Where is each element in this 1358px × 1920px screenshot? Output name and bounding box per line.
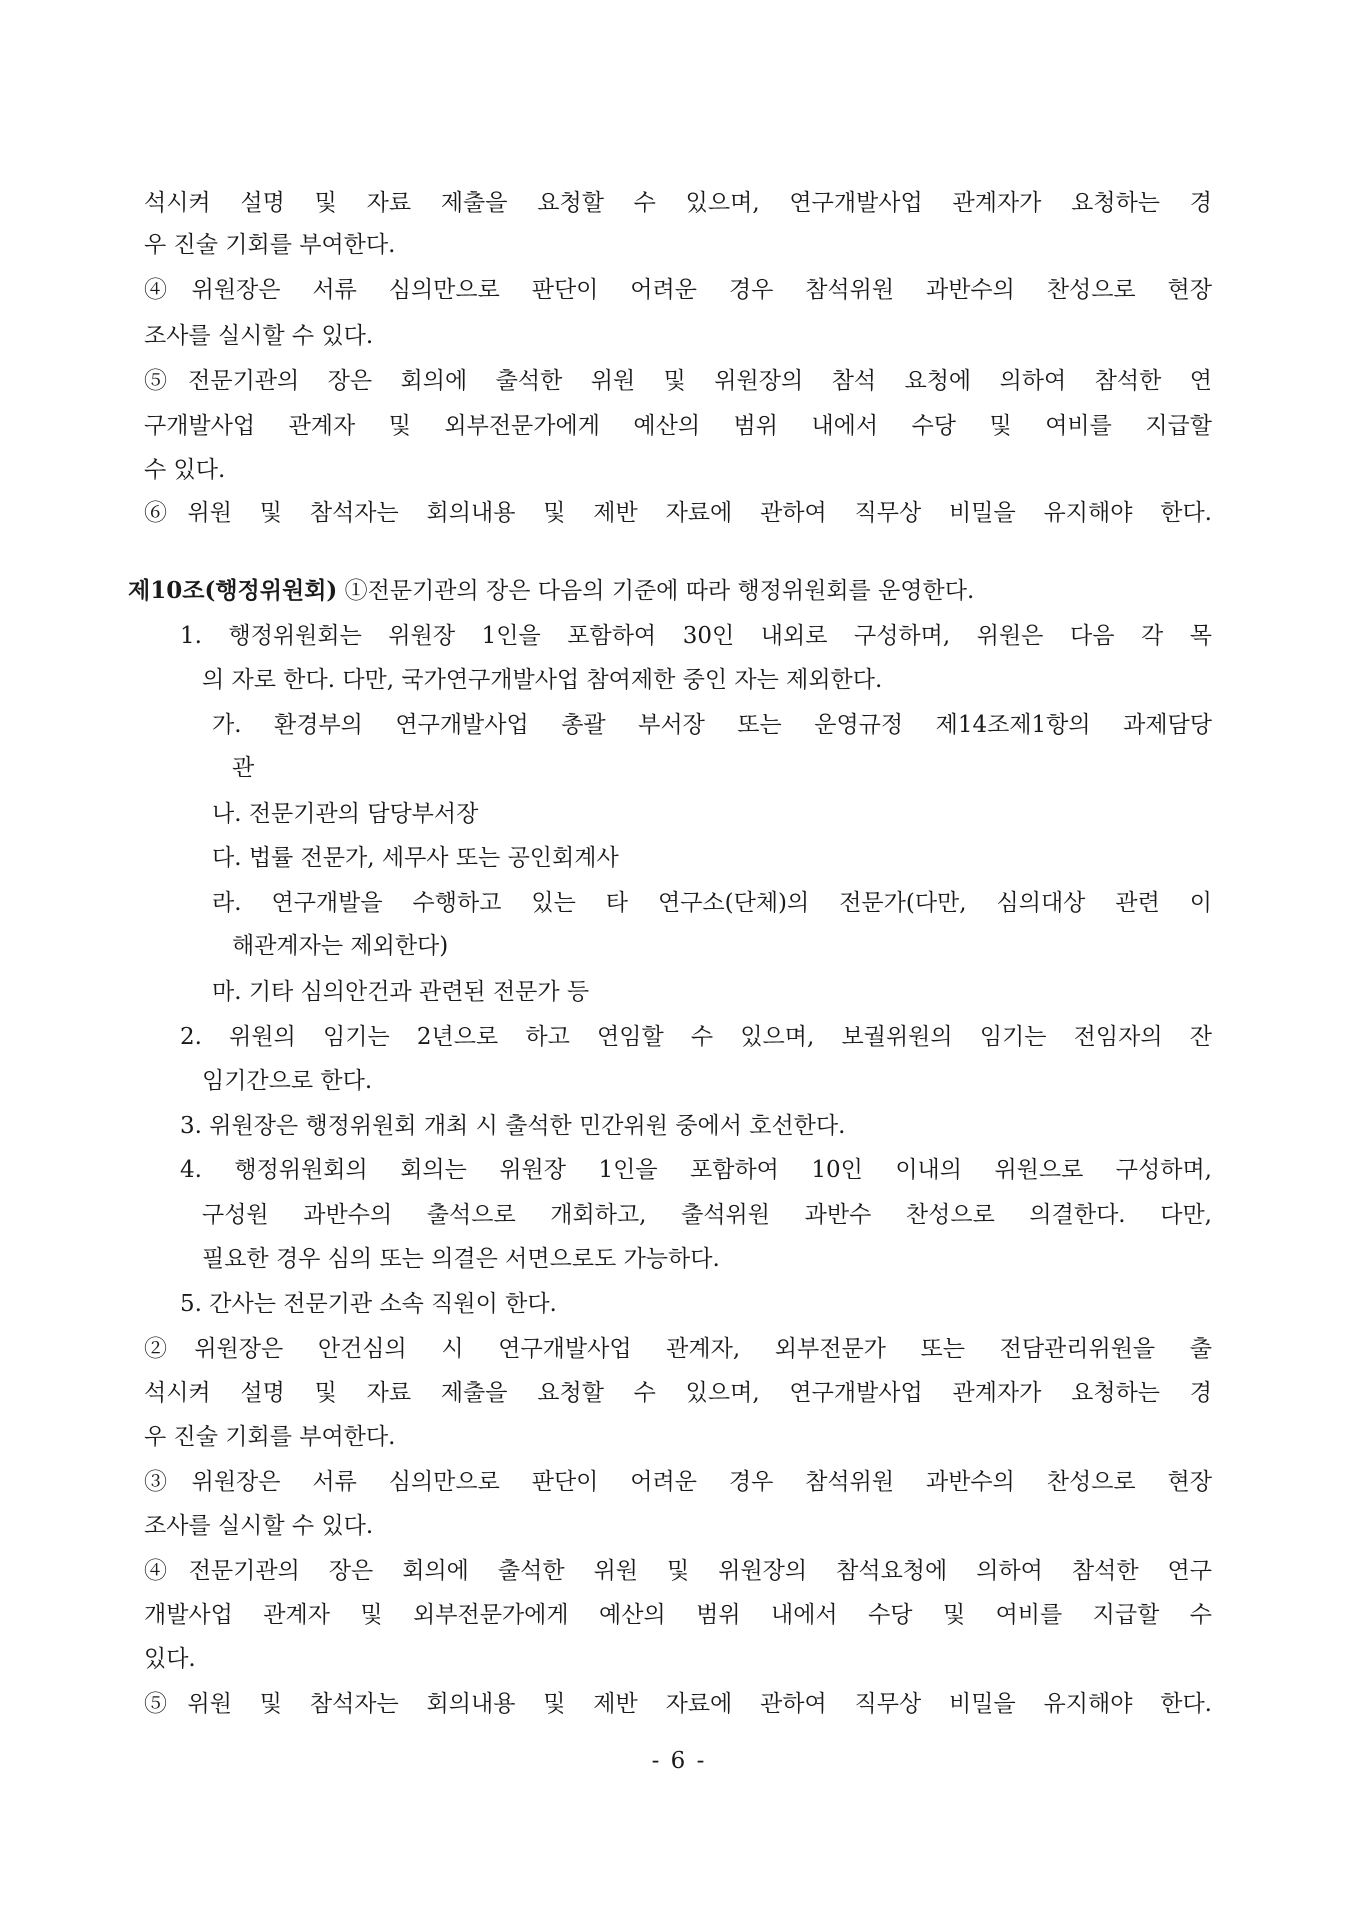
sub-item-ra-line-2: 해관계자는 제외한다) (232, 933, 449, 959)
item-2-line-2: 임기간으로 한다. (202, 1068, 373, 1094)
prev-paragraph-5-line-2: 구개발사업 관계자 및 외부전문가에게 예산의 범위 내에서 수당 및 여비를 지급할 (144, 413, 1212, 439)
paragraph-5-line-1: ⑤위원 및 참석자는 회의내용 및 제반 자료에 관하여 직무상 비밀을 유지해야 한다. (144, 1691, 1212, 1717)
prev-paragraph-4-line-1: ④위원장은 서류 심의만으로 판단이 어려운 경우 참석위원 과반수의 찬성으로 현장 (144, 277, 1212, 303)
sub-item-ga-line-2: 관 (232, 755, 255, 781)
paragraph-2-line-1: ②위원장은 안건심의 시 연구개발사업 관계자, 외부전문가 또는 전담관리위원을 출 (144, 1336, 1212, 1362)
article-10-heading-line (128, 573, 974, 609)
item-5: 5. 간사는 전문기관 소속 직원이 한다. (180, 1291, 557, 1317)
paragraph-4-line-3: 있다. (144, 1646, 196, 1672)
sub-item-da: 다. 법률 전문가, 세무사 또는 공인회계사 (212, 845, 619, 871)
prev-paragraph-6-line-1: ⑥위원 및 참석자는 회의내용 및 제반 자료에 관하여 직무상 비밀을 유지해야 한다. (144, 500, 1212, 526)
article-10-intro: ①전문기관의 장은 다음의 기준에 따라 행정위원회를 운영한다. (344, 578, 975, 604)
item-4-line-2: 구성원 과반수의 출석으로 개회하고, 출석위원 과반수 찬성으로 의결한다. 다만, (202, 1202, 1212, 1228)
sub-item-ma: 마. 기타 심의안건과 관련된 전문가 등 (212, 979, 590, 1005)
prev-paragraph-5-line-1: ⑤전문기관의 장은 회의에 출석한 위원 및 위원장의 참석 요청에 의하여 참석한 연 (144, 368, 1212, 394)
item-1-line-1: 1. 행정위원회는 위원장 1인을 포함하여 30인 내외로 구성하며, 위원은 다음 각 목 (180, 623, 1212, 649)
sub-item-na: 나. 전문기관의 담당부서장 (212, 801, 479, 827)
item-4-line-3: 필요한 경우 심의 또는 의결은 서면으로도 가능하다. (202, 1246, 720, 1272)
item-2-line-1: 2. 위원의 임기는 2년으로 하고 연임할 수 있으며, 보궐위원의 임기는 전임자의 잔 (180, 1024, 1212, 1050)
paragraph-2-line-3: 우 진술 기회를 부여한다. (144, 1424, 396, 1450)
paragraph-4-line-2: 개발사업 관계자 및 외부전문가에게 예산의 범위 내에서 수당 및 여비를 지급할 수 (144, 1602, 1212, 1628)
item-3: 3. 위원장은 행정위원회 개최 시 출석한 민간위원 중에서 호선한다. (180, 1113, 846, 1139)
paragraph-3-line-2: 조사를 실시할 수 있다. (144, 1513, 374, 1539)
sub-item-ga-line-1: 가. 환경부의 연구개발사업 총괄 부서장 또는 운영규정 제14조제1항의 과제담당 (212, 712, 1212, 738)
paragraph-2-line-2: 석시켜 설명 및 자료 제출을 요청할 수 있으며, 연구개발사업 관계자가 요청하는 경 (144, 1380, 1212, 1406)
continuation-line-2: 우 진술 기회를 부여한다. (144, 232, 396, 258)
prev-paragraph-5-line-3: 수 있다. (144, 457, 226, 483)
paragraph-4-line-1: ④전문기관의 장은 회의에 출석한 위원 및 위원장의 참석요청에 의하여 참석한 연구 (144, 1558, 1212, 1584)
sub-item-ra-line-1: 라. 연구개발을 수행하고 있는 타 연구소(단체)의 전문가(다만, 심의대상 관련 이 (212, 890, 1212, 916)
prev-paragraph-4-line-2: 조사를 실시할 수 있다. (144, 323, 374, 349)
continuation-line-1: 석시켜 설명 및 자료 제출을 요청할 수 있으며, 연구개발사업 관계자가 요청하는 경 (144, 190, 1212, 216)
article-10-heading: 제10조(행정위원회) (128, 577, 338, 604)
page-number: - 6 - (651, 1748, 707, 1774)
item-4-line-1: 4. 행정위원회의 회의는 위원장 1인을 포함하여 10인 이내의 위원으로 구성하며, (180, 1157, 1212, 1183)
paragraph-3-line-1: ③위원장은 서류 심의만으로 판단이 어려운 경우 참석위원 과반수의 찬성으로 현장 (144, 1469, 1212, 1495)
item-1-line-2: 의 자로 한다. 다만, 국가연구개발사업 참여제한 중인 자는 제외한다. (202, 667, 883, 693)
